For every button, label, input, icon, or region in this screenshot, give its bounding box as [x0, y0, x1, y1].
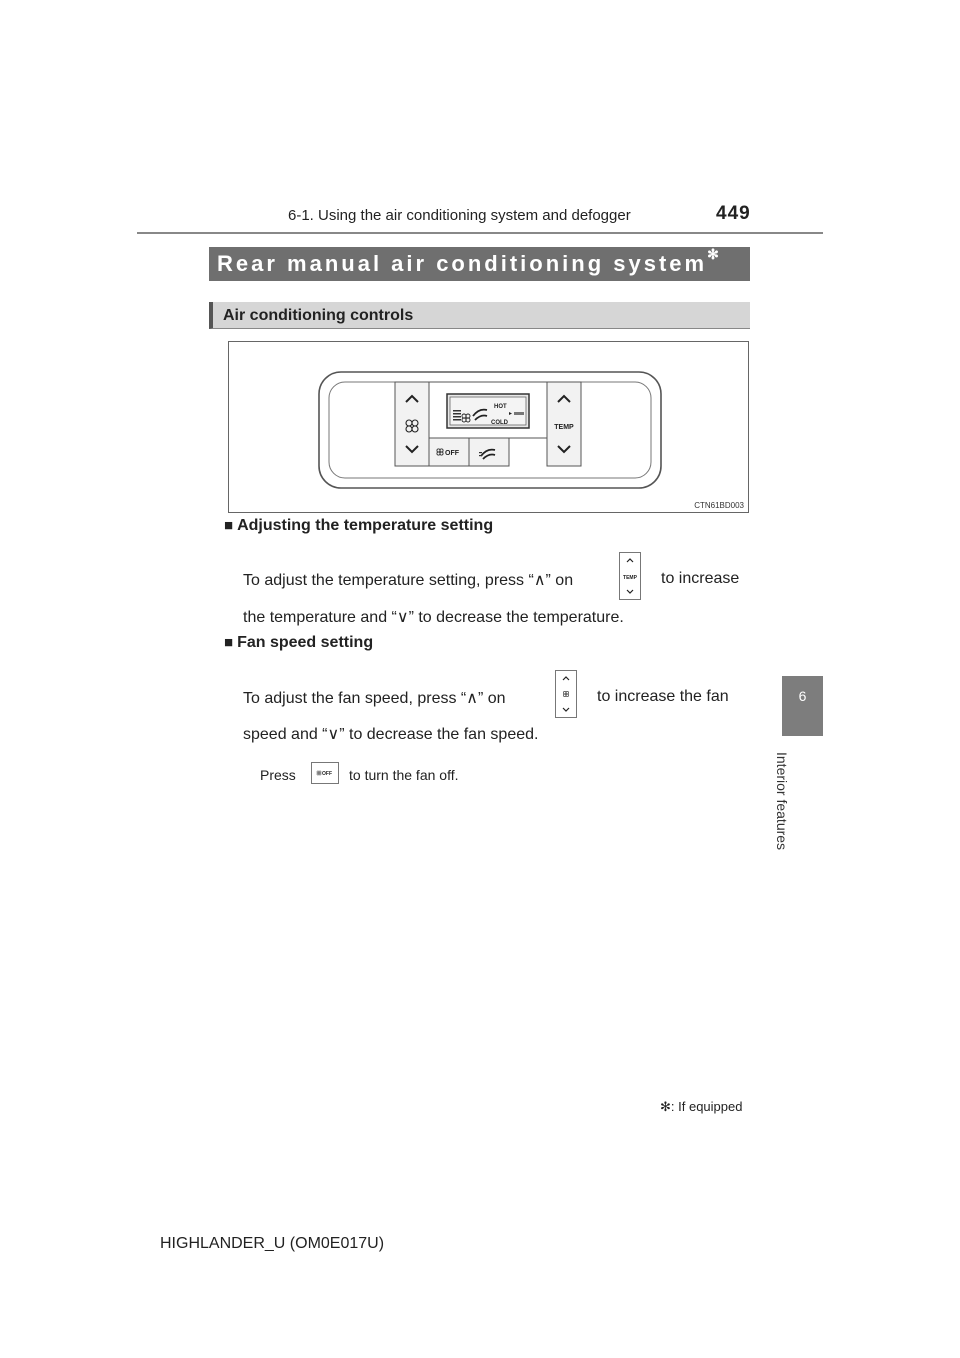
page-number: 449: [716, 203, 751, 224]
chapter-side-label: Interior features: [774, 752, 790, 851]
section-heading-text: Fan speed setting: [237, 634, 374, 651]
footer-model-code: HIGHLANDER_U (OM0E017U): [160, 1235, 385, 1252]
off-button-icon: [312, 763, 338, 783]
chapter-tab-number: 6: [798, 688, 807, 704]
press-note-after: to turn the fan off.: [349, 767, 459, 783]
temperature-text-line1-before: To adjust the temperature setting, press “∧” on: [243, 572, 574, 589]
temp-inline-label: TEMP: [623, 575, 637, 581]
section-title: Rear manual air conditioning system: [217, 251, 708, 276]
subheading: Air conditioning controls: [209, 302, 750, 329]
chapter-tab[interactable]: [782, 676, 823, 736]
figure-off-label: OFF: [445, 450, 459, 457]
temperature-text-line1-after: to increase: [661, 570, 740, 587]
display-hot-label: HOT: [494, 404, 507, 410]
footnote-mark: ✻: [660, 1099, 671, 1114]
control-panel-figure: [228, 341, 749, 513]
press-note-before: Press: [260, 767, 296, 783]
temperature-text-line2: the temperature and “∨” to decrease the temperature.: [243, 609, 624, 626]
section-heading-fan-speed: [224, 634, 373, 652]
if-equipped-footnote: [660, 1099, 742, 1115]
figure-temp-label: TEMP: [554, 424, 574, 431]
off-button-inline: [311, 762, 339, 784]
if-equipped-mark: ✻: [707, 246, 719, 262]
section-heading-text: Adjusting the temperature setting: [237, 517, 494, 534]
chapter-title: 6-1. Using the air conditioning system and defogger: [288, 207, 631, 224]
figure-code: CTN61BD003: [694, 501, 744, 510]
display-cold-label: COLD: [491, 420, 508, 426]
section-heading-temperature: [224, 517, 493, 535]
section-title-banner: [209, 247, 750, 281]
fan-text-line2: speed and “∨” to decrease the fan speed.: [243, 726, 539, 743]
footnote-text: : If equipped: [670, 1099, 743, 1114]
temp-button-icon: [620, 553, 640, 599]
fan-text-line1-after: to increase the fan: [597, 688, 729, 705]
off-inline-label: OFF: [322, 771, 332, 777]
temp-button-inline: [619, 552, 641, 600]
fan-button-inline: [555, 670, 577, 718]
control-panel-illustration: [229, 342, 748, 512]
fan-button-icon: [556, 671, 576, 717]
fan-text-line1-before: To adjust the fan speed, press “∧” on: [243, 690, 506, 707]
section-marker: ■: [224, 634, 234, 651]
header-rule: [137, 232, 823, 234]
section-marker: ■: [224, 517, 234, 534]
